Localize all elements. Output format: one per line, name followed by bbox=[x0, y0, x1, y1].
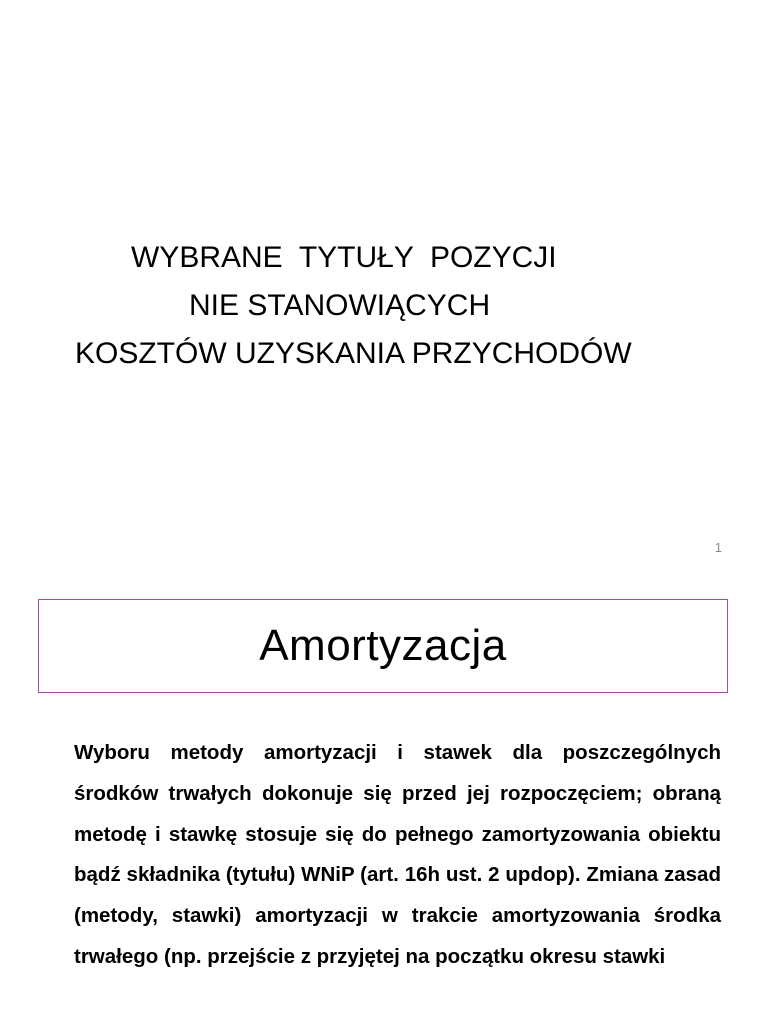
slide-number: 1 bbox=[714, 540, 722, 555]
slide-2-title-box bbox=[38, 599, 728, 693]
slide-1-title bbox=[0, 234, 768, 378]
slide-1-title-line-1: WYBRANE TYTUŁY POZYCJI bbox=[131, 241, 557, 274]
slide-1-title-line-3: KOSZTÓW UZYSKANIA PRZYCHODÓW bbox=[75, 337, 632, 370]
slide-2-body-text: Wyboru metody amortyzacji i stawek dla poszczególnych środków trwałych dokonuje się przed jej rozpoczęciem; obraną metodę i stawkę stosuje się do pełnego zamortyzowania obiektu bądź składnika (tytułu) WNiP (art. 16h ust. 2 updop). Zmiana zasad (metody, stawki) amortyzacji w trakcie amortyzowania środka trwałego (np. przejście z przyjętej na początku okresu stawki bbox=[74, 741, 721, 968]
slide-2-title: Amortyzacja bbox=[259, 621, 507, 670]
slide-1-title-line-2: NIE STANOWIĄCYCH bbox=[189, 289, 491, 322]
